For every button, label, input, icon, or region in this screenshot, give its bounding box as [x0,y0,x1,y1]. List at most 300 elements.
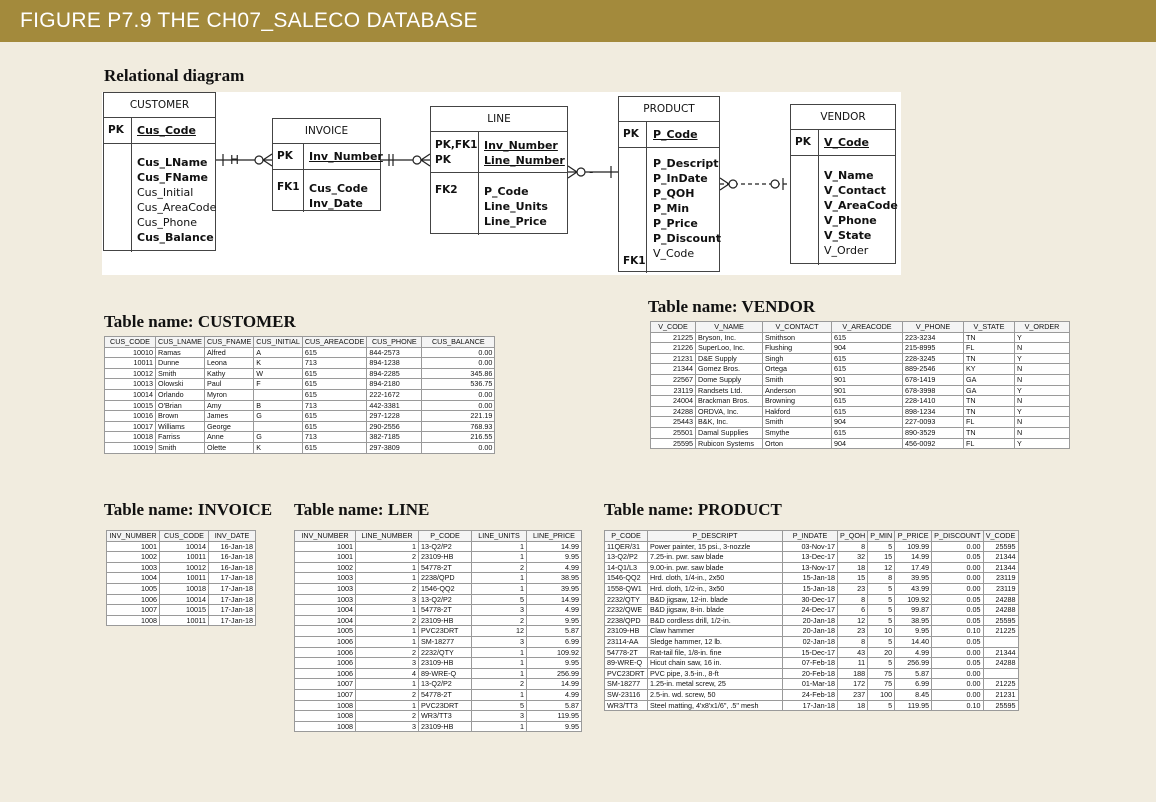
table-cell: 2 [356,711,419,722]
table-row [651,374,1070,385]
table-cell: 0.00 [932,583,983,594]
table-row [107,605,256,616]
entity-line-name: LINE [431,107,567,132]
table-cell: 1 [356,700,419,711]
table-row [105,400,495,411]
table-cell: 23109-HB [419,721,472,732]
table-row [605,541,1019,552]
product-pk-field: P_Code [653,128,698,141]
column-header: LINE_NUMBER [356,531,419,542]
table-cell: 9.00-in. pwr. saw blade [648,562,783,573]
table-row [295,647,582,658]
table-cell: Claw hammer [648,626,783,637]
product-table [604,530,1019,711]
entity-field: V_Contact [824,184,886,197]
table-cell: 25443 [651,417,696,428]
entity-field: Cus_AreaCode [137,201,217,214]
entity-field: V_Name [824,169,874,182]
table-cell: 1 [356,605,419,616]
table-cell: Y [1015,438,1070,449]
table-cell: 17-Jan-18 [783,700,838,711]
table-cell: 5.87 [527,700,582,711]
entity-field: P_QOH [653,187,695,200]
table-cell: 0.00 [932,541,983,552]
table-row [295,541,582,552]
table-cell: 10016 [105,411,156,422]
table-cell: 0.00 [932,562,983,573]
table-cell: Y [1015,332,1070,343]
table-cell: 21344 [983,647,1018,658]
column-header: CUS_INITIAL [254,337,303,348]
table-row [105,347,495,358]
table-cell: 228-3245 [903,353,964,364]
table-cell: Dome Supply [696,374,763,385]
table-cell: 2238/QPD [605,615,648,626]
column-header: V_CODE [651,322,696,333]
table-cell: 9.95 [527,658,582,669]
table-cell: 5.87 [895,668,932,679]
table-row [651,406,1070,417]
table-cell: 17.49 [895,562,932,573]
entity-field: Cus_LName [137,156,208,169]
table-cell: 39.95 [895,573,932,584]
column-header: P_INDATE [783,531,838,542]
table-cell: 1003 [107,562,160,573]
table-row [105,368,495,379]
table-cell: 2 [472,562,527,573]
column-header: V_CODE [983,531,1018,542]
table-cell: 10014 [160,594,209,605]
table-cell: Randsets Ltd. [696,385,763,396]
table-cell: 615 [832,406,903,417]
table-cell: 0.00 [422,389,495,400]
table-cell: Olette [204,442,253,453]
table-cell: 1 [356,679,419,690]
table-cell: Paul [204,379,253,390]
table-cell: 8 [838,541,868,552]
table-cell: 14.40 [895,636,932,647]
table-cell: 18 [838,700,868,711]
table-cell: 109.99 [895,541,932,552]
table-cell [983,668,1018,679]
table-row [605,668,1019,679]
table-cell: 894-2180 [367,379,422,390]
table-cell: TN [964,353,1015,364]
table-cell: 10019 [105,442,156,453]
table-cell: 1 [356,636,419,647]
column-header: INV_DATE [209,531,256,542]
table-cell: 10017 [105,421,156,432]
table-cell: 615 [302,347,367,358]
table-cell: 13-Q2/P2 [419,541,472,552]
line-fields [484,184,548,229]
column-header: LINE_PRICE [527,531,582,542]
table-cell: FL [964,438,1015,449]
table-cell: 1 [472,552,527,563]
table-cell: 1.25-in. metal screw, 25 [648,679,783,690]
table-cell: B&D jigsaw, 8-in. blade [648,605,783,616]
table-cell: 12 [868,562,895,573]
table-cell: 75 [868,679,895,690]
entity-field: P_Price [653,217,698,230]
table-cell: 901 [832,385,903,396]
table-cell: 844-2573 [367,347,422,358]
table-cell: 4.99 [527,605,582,616]
table-cell: 7.25-in. pwr. saw blade [648,552,783,563]
table-cell: Alfred [204,347,253,358]
table-cell: 615 [302,368,367,379]
table-row [651,343,1070,354]
table-cell: N [1015,364,1070,375]
table-cell: 25595 [983,615,1018,626]
table-cell: 2 [356,552,419,563]
table-cell: 0.05 [932,552,983,563]
table-cell: 890-3529 [903,427,964,438]
table-cell: 678-1419 [903,374,964,385]
entity-invoice [272,118,381,211]
table-cell: 223-3234 [903,332,964,343]
table-cell: 898-1234 [903,406,964,417]
table-cell: 21344 [983,562,1018,573]
pk-label: PK [108,124,124,136]
table-row [105,432,495,443]
table-cell: 1005 [107,583,160,594]
table-cell: 1002 [295,562,356,573]
table-cell: K [254,358,303,369]
table-cell: 13-Q2/P2 [419,594,472,605]
table-cell: 1007 [295,689,356,700]
table-cell: Y [1015,353,1070,364]
table-cell: 21344 [651,364,696,375]
entity-field: Line_Number [484,154,565,167]
vendor-fields [824,168,898,258]
table-row [295,636,582,647]
table-row [295,594,582,605]
table-cell: Ortega [763,364,832,375]
table-cell: 23 [838,583,868,594]
table-cell: 0.05 [932,658,983,669]
table-cell: Leona [204,358,253,369]
table-cell: 39.95 [527,583,582,594]
table-cell: 23119 [983,573,1018,584]
table-cell: 2238/QPD [419,573,472,584]
table-cell: 713 [302,432,367,443]
table-cell: Ramas [156,347,205,358]
table-cell: Gomez Bros. [696,364,763,375]
table-cell: 615 [302,379,367,390]
table-cell: SW-23116 [605,689,648,700]
table-cell: 22567 [651,374,696,385]
table-cell: Y [1015,406,1070,417]
table-cell: 2 [472,615,527,626]
table-cell: 1558-QW1 [605,583,648,594]
invoice-table-title: Table name: INVOICE [104,500,273,519]
table-cell: Farriss [156,432,205,443]
table-cell: 54778-2T [419,689,472,700]
table-cell: 11QER/31 [605,541,648,552]
table-cell: 1008 [295,721,356,732]
table-cell: PVC pipe, 3.5-in., 8-ft [648,668,783,679]
table-cell: 20-Jan-18 [783,615,838,626]
table-cell: 615 [832,364,903,375]
table-row [105,379,495,390]
table-cell: 109.92 [527,647,582,658]
table-cell: 227-0093 [903,417,964,428]
table-cell: 23109-HB [419,552,472,563]
table-cell: 10018 [105,432,156,443]
table-row [105,421,495,432]
table-cell: 14.99 [527,541,582,552]
table-cell: 15-Jan-18 [783,573,838,584]
table-cell: 1006 [107,594,160,605]
table-row [651,332,1070,343]
svg-text:-: - [589,165,594,179]
table-cell: TN [964,406,1015,417]
table-cell: 1 [356,562,419,573]
table-cell: 23119 [983,583,1018,594]
table-cell: 3 [356,721,419,732]
table-row [107,562,256,573]
table-row [295,562,582,573]
entity-field: Line_Price [484,215,547,228]
table-cell: Hicut chain saw, 16 in. [648,658,783,669]
table-row [107,615,256,626]
column-header: V_AREACODE [832,322,903,333]
table-cell: 10011 [160,552,209,563]
table-cell: 6 [838,605,868,616]
table-cell: 54778-2T [419,605,472,616]
table-row [295,658,582,669]
table-cell: 1 [472,573,527,584]
table-cell: 256.99 [527,668,582,679]
table-cell: FL [964,343,1015,354]
table-row [605,636,1019,647]
invoice-pk-field: Inv_Number [309,150,383,163]
table-cell: Sledge hammer, 12 lb. [648,636,783,647]
table-cell: 5 [868,700,895,711]
table-cell: Anne [204,432,253,443]
table-cell: 172 [838,679,868,690]
table-cell: 99.87 [895,605,932,616]
diagram-title: Relational diagram [104,66,245,85]
table-cell: 5 [868,658,895,669]
column-header: V_CONTACT [763,322,832,333]
table-cell: 1 [472,583,527,594]
table-row [651,385,1070,396]
table-cell: 21231 [983,689,1018,700]
table-cell: 10014 [105,389,156,400]
table-cell: Power painter, 15 psi., 3-nozzle [648,541,783,552]
table-cell: 290-2556 [367,421,422,432]
table-cell: 10012 [105,368,156,379]
table-cell: 3 [356,658,419,669]
table-row [295,668,582,679]
table-cell: 615 [302,411,367,422]
table-cell: 13-Q2/P2 [419,679,472,690]
entity-field: P_Discount [653,232,722,245]
table-cell: 23109-HB [419,658,472,669]
table-cell: 24288 [651,406,696,417]
table-cell: 0.00 [932,689,983,700]
table-row [295,711,582,722]
table-row [295,721,582,732]
table-cell: 1005 [295,626,356,637]
table-cell: 382-7185 [367,432,422,443]
table-cell: Smythe [763,427,832,438]
table-row [295,605,582,616]
table-cell: 100 [868,689,895,700]
table-cell: 1008 [295,700,356,711]
table-cell: Flushing [763,343,832,354]
table-row [605,647,1019,658]
table-cell: 16-Jan-18 [209,552,256,563]
entity-invoice-name: INVOICE [273,119,380,144]
table-cell: Williams [156,421,205,432]
table-cell: 2 [356,647,419,658]
column-header: CUS_PHONE [367,337,422,348]
table-cell: A [254,347,303,358]
table-cell: 456-0092 [903,438,964,449]
table-cell: 0.00 [422,442,495,453]
table-cell: 14.99 [895,552,932,563]
table-cell: FL [964,417,1015,428]
table-cell: 345.86 [422,368,495,379]
table-cell: 904 [832,343,903,354]
entity-field: Line_Units [484,200,548,213]
table-cell: 0.00 [932,668,983,679]
table-cell: 21231 [651,353,696,364]
table-cell: 1006 [295,647,356,658]
table-cell: 119.95 [527,711,582,722]
table-cell: 5 [868,615,895,626]
table-cell: 13-Nov-17 [783,562,838,573]
table-cell: 1 [472,668,527,679]
table-cell: 228-1410 [903,396,964,407]
table-cell: 2232/QTY [605,594,648,605]
column-header: P_MIN [868,531,895,542]
table-cell: 4 [356,668,419,679]
table-row [605,658,1019,669]
table-cell: 20 [868,647,895,658]
table-cell: 4.99 [527,689,582,700]
table-cell: 21226 [651,343,696,354]
table-cell: 17-Jan-18 [209,615,256,626]
table-cell [254,389,303,400]
table-header-row [295,531,582,542]
table-cell: Smith [763,417,832,428]
table-cell: Myron [204,389,253,400]
table-cell: WR3/TT3 [419,711,472,722]
table-cell: 2232/QWE [605,605,648,616]
table-cell: 1004 [107,573,160,584]
table-cell: 21225 [983,679,1018,690]
table-cell: 0.00 [422,347,495,358]
table-cell: 25595 [983,700,1018,711]
table-cell: Rubicon Systems [696,438,763,449]
table-row [295,583,582,594]
table-cell: ORDVA, Inc. [696,406,763,417]
table-cell: 222-1672 [367,389,422,400]
table-row [295,552,582,563]
table-cell: 615 [832,332,903,343]
table-row [651,353,1070,364]
table-cell: 23109-HB [605,626,648,637]
table-cell [983,636,1018,647]
column-header: CUS_AREACODE [302,337,367,348]
entity-field: Cus_Initial [137,186,194,199]
entity-field: Cus_Code [309,182,368,195]
entity-field: Cus_Balance [137,231,214,244]
table-cell: 536.75 [422,379,495,390]
table-cell: Browning [763,396,832,407]
table-cell: 297-3809 [367,442,422,453]
table-cell: 1008 [295,711,356,722]
column-header: P_DISCOUNT [932,531,983,542]
table-cell: 1006 [295,658,356,669]
table-cell: 9.95 [527,615,582,626]
table-cell: Olowski [156,379,205,390]
table-cell: 1006 [295,668,356,679]
column-header: CUS_LNAME [156,337,205,348]
table-cell: 20-Jan-18 [783,626,838,637]
table-cell: 18 [838,562,868,573]
table-cell: PVC23DRT [419,700,472,711]
table-row [107,573,256,584]
table-cell: B&D jigsaw, 12-in. blade [648,594,783,605]
table-cell: 30-Dec-17 [783,594,838,605]
table-row [295,573,582,584]
table-cell: 713 [302,400,367,411]
table-row [605,626,1019,637]
entity-field: V_Phone [824,214,877,227]
column-header: V_PHONE [903,322,964,333]
table-cell: 10018 [160,583,209,594]
table-cell: K [254,442,303,453]
table-cell: SM-18277 [419,636,472,647]
entity-vendor-name: VENDOR [791,105,895,130]
table-cell: N [1015,396,1070,407]
table-cell: 10011 [105,358,156,369]
entity-field: Cus_Phone [137,216,197,229]
table-cell: 01-Mar-18 [783,679,838,690]
table-cell: 17-Jan-18 [209,605,256,616]
table-cell: 615 [832,353,903,364]
table-cell: Y [1015,385,1070,396]
table-cell: 02-Jan-18 [783,636,838,647]
table-cell: 10015 [105,400,156,411]
column-header: V_STATE [964,322,1015,333]
pk-label: PK [795,136,811,148]
table-cell: N [1015,427,1070,438]
table-cell: Amy [204,400,253,411]
table-cell: 2 [356,615,419,626]
table-cell: 20-Feb-18 [783,668,838,679]
table-cell: D&E Supply [696,353,763,364]
table-row [605,689,1019,700]
table-cell: 5 [868,541,895,552]
column-header: P_CODE [605,531,648,542]
table-cell: 43.99 [895,583,932,594]
table-cell: 6.99 [527,636,582,647]
table-cell: 3 [472,605,527,616]
table-cell: 13-Q2/P2 [605,552,648,563]
table-cell: Singh [763,353,832,364]
table-cell: 15-Jan-18 [783,583,838,594]
table-cell: G [254,411,303,422]
table-cell: 54778-2T [605,647,648,658]
table-cell: SM-18277 [605,679,648,690]
entity-vendor [790,104,896,264]
